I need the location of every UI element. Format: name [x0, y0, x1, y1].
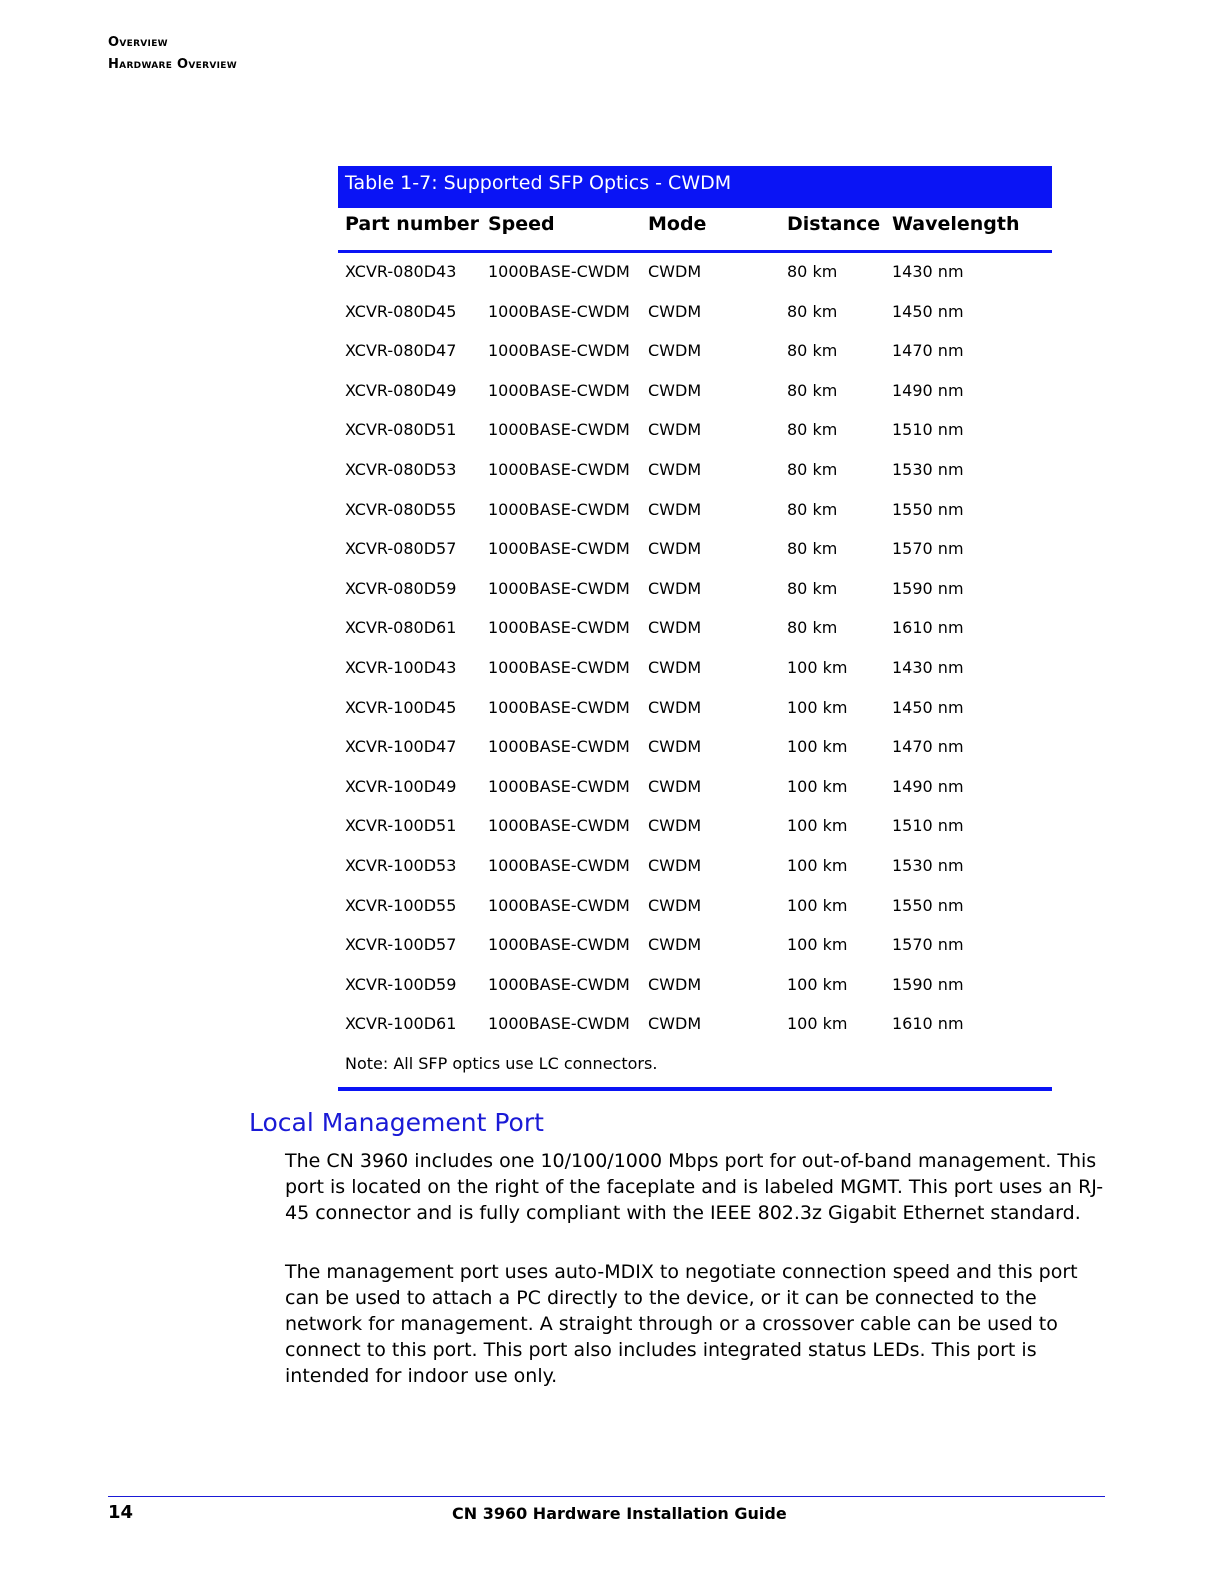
cell-mode: CWDM — [648, 855, 702, 875]
cell-wavelength: 1430 nm — [892, 657, 964, 677]
table-row — [338, 451, 1052, 491]
cell-wavelength: 1450 nm — [892, 301, 964, 321]
page-number: 14 — [108, 1502, 134, 1523]
cell-speed: 1000BASE-CWDM — [488, 1014, 630, 1034]
cell-mode: CWDM — [648, 657, 702, 677]
cell-speed: 1000BASE-CWDM — [488, 737, 630, 757]
cell-wavelength: 1490 nm — [892, 380, 964, 400]
cell-mode: CWDM — [648, 935, 702, 955]
table-row — [338, 609, 1052, 649]
footer-divider — [108, 1496, 1105, 1497]
cell-distance: 100 km — [787, 1014, 848, 1034]
table-title: Table 1-7: Supported SFP Optics - CWDM — [338, 166, 1052, 208]
cell-speed: 1000BASE-CWDM — [488, 776, 630, 796]
cell-wavelength: 1590 nm — [892, 974, 964, 994]
cell-distance: 80 km — [787, 380, 838, 400]
table-bottom-divider — [338, 1087, 1052, 1091]
cell-speed: 1000BASE-CWDM — [488, 578, 630, 598]
table-header-row — [338, 208, 1052, 250]
cell-mode: CWDM — [648, 697, 702, 717]
cell-part-number: XCVR-100D49 — [345, 776, 457, 796]
cell-part-number: XCVR-080D49 — [345, 380, 457, 400]
table-row — [338, 689, 1052, 729]
cell-wavelength: 1490 nm — [892, 776, 964, 796]
cell-distance: 100 km — [787, 737, 848, 757]
cell-distance: 100 km — [787, 935, 848, 955]
table-row — [338, 491, 1052, 531]
cell-wavelength: 1430 nm — [892, 262, 964, 281]
table-row — [338, 570, 1052, 610]
cell-mode: CWDM — [648, 341, 702, 361]
table-row — [338, 332, 1052, 372]
table-row — [338, 372, 1052, 412]
cell-speed: 1000BASE-CWDM — [488, 855, 630, 875]
table-row — [338, 1005, 1052, 1045]
cell-part-number: XCVR-080D57 — [345, 539, 457, 559]
table-row — [338, 411, 1052, 451]
cell-speed: 1000BASE-CWDM — [488, 301, 630, 321]
cell-speed: 1000BASE-CWDM — [488, 420, 630, 440]
table-row — [338, 649, 1052, 689]
cell-distance: 100 km — [787, 974, 848, 994]
column-header-distance: Distance — [787, 213, 881, 235]
cell-wavelength: 1590 nm — [892, 578, 964, 598]
table-row — [338, 847, 1052, 887]
cell-distance: 100 km — [787, 895, 848, 915]
column-header-part-number: Part number — [345, 213, 480, 235]
cell-distance: 80 km — [787, 578, 838, 598]
cell-speed: 1000BASE-CWDM — [488, 657, 630, 677]
cell-wavelength: 1470 nm — [892, 737, 964, 757]
running-head-chapter: Overview — [108, 35, 168, 50]
cell-distance: 100 km — [787, 855, 848, 875]
cell-part-number: XCVR-080D55 — [345, 499, 457, 519]
table-row — [338, 768, 1052, 808]
cell-mode: CWDM — [648, 301, 702, 321]
running-head-section: Hardware Overview — [108, 57, 237, 72]
table-row — [338, 926, 1052, 966]
cell-distance: 80 km — [787, 301, 838, 321]
cell-distance: 80 km — [787, 341, 838, 361]
body-paragraph: The CN 3960 includes one 10/100/1000 Mbps port for out-of-band management. This port is located on the right of the faceplate and is labeled MGMT. This port uses an RJ-45 connector and is fully compliant with the IEEE 802.3z Gigabit Ethernet standard. — [285, 1150, 1104, 1224]
cell-speed: 1000BASE-CWDM — [488, 380, 630, 400]
cell-mode: CWDM — [648, 380, 702, 400]
table-note: Note: All SFP optics use LC connectors. — [345, 1053, 658, 1073]
cell-mode: CWDM — [648, 578, 702, 598]
cell-part-number: XCVR-080D43 — [345, 262, 457, 281]
cell-wavelength: 1610 nm — [892, 618, 964, 638]
cell-wavelength: 1510 nm — [892, 816, 964, 836]
body-paragraph: The management port uses auto-MDIX to negotiate connection speed and this port can be used to attach a PC directly to the device, or it can be connected to the network for management. A straight through or a crossover cable can be used to connect to this port. This port also includes integrated status LEDs. This port is intended for indoor use only. — [285, 1261, 1078, 1387]
running-head — [108, 32, 237, 76]
cell-speed: 1000BASE-CWDM — [488, 974, 630, 994]
cell-wavelength: 1570 nm — [892, 935, 964, 955]
footer-title: CN 3960 Hardware Installation Guide — [452, 1504, 787, 1523]
cell-speed: 1000BASE-CWDM — [488, 459, 630, 479]
cell-mode: CWDM — [648, 262, 702, 281]
cell-speed: 1000BASE-CWDM — [488, 697, 630, 717]
cell-wavelength: 1530 nm — [892, 459, 964, 479]
sfp-optics-table — [338, 166, 1052, 1091]
cell-part-number: XCVR-100D55 — [345, 895, 457, 915]
column-header-mode: Mode — [648, 213, 707, 235]
cell-wavelength: 1530 nm — [892, 855, 964, 875]
cell-mode: CWDM — [648, 459, 702, 479]
cell-speed: 1000BASE-CWDM — [488, 618, 630, 638]
cell-speed: 1000BASE-CWDM — [488, 816, 630, 836]
cell-part-number: XCVR-100D53 — [345, 855, 457, 875]
cell-wavelength: 1570 nm — [892, 539, 964, 559]
column-header-speed: Speed — [488, 213, 555, 235]
cell-part-number: XCVR-080D53 — [345, 459, 457, 479]
table-body — [338, 253, 1052, 1045]
cell-part-number: XCVR-100D43 — [345, 657, 457, 677]
cell-wavelength: 1610 nm — [892, 1014, 964, 1034]
cell-speed: 1000BASE-CWDM — [488, 262, 630, 281]
cell-mode: CWDM — [648, 895, 702, 915]
cell-distance: 80 km — [787, 459, 838, 479]
cell-mode: CWDM — [648, 1014, 702, 1034]
cell-part-number: XCVR-100D57 — [345, 935, 457, 955]
cell-wavelength: 1450 nm — [892, 697, 964, 717]
cell-distance: 80 km — [787, 262, 838, 281]
table-row — [338, 807, 1052, 847]
cell-wavelength: 1550 nm — [892, 895, 964, 915]
cell-speed: 1000BASE-CWDM — [488, 895, 630, 915]
table-row — [338, 530, 1052, 570]
cell-wavelength: 1510 nm — [892, 420, 964, 440]
cell-part-number: XCVR-100D47 — [345, 737, 457, 757]
cell-part-number: XCVR-100D45 — [345, 697, 457, 717]
cell-distance: 80 km — [787, 618, 838, 638]
cell-part-number: XCVR-100D61 — [345, 1014, 457, 1034]
cell-part-number: XCVR-080D47 — [345, 341, 457, 361]
cell-speed: 1000BASE-CWDM — [488, 341, 630, 361]
cell-mode: CWDM — [648, 974, 702, 994]
cell-distance: 100 km — [787, 657, 848, 677]
column-header-wavelength: Wavelength — [892, 213, 1020, 235]
cell-mode: CWDM — [648, 776, 702, 796]
cell-part-number: XCVR-100D51 — [345, 816, 457, 836]
cell-wavelength: 1550 nm — [892, 499, 964, 519]
cell-mode: CWDM — [648, 737, 702, 757]
cell-part-number: XCVR-080D51 — [345, 420, 457, 440]
table-row — [338, 887, 1052, 927]
cell-part-number: XCVR-080D45 — [345, 301, 457, 321]
table-row — [338, 293, 1052, 333]
cell-mode: CWDM — [648, 618, 702, 638]
cell-part-number: XCVR-080D61 — [345, 618, 457, 638]
cell-distance: 80 km — [787, 539, 838, 559]
cell-speed: 1000BASE-CWDM — [488, 539, 630, 559]
cell-mode: CWDM — [648, 539, 702, 559]
cell-part-number: XCVR-100D59 — [345, 974, 457, 994]
cell-distance: 80 km — [787, 420, 838, 440]
table-row — [338, 966, 1052, 1006]
table-row — [338, 728, 1052, 768]
cell-wavelength: 1470 nm — [892, 341, 964, 361]
table-row — [338, 253, 1052, 293]
section-heading: Local Management Port — [249, 1108, 544, 1137]
cell-mode: CWDM — [648, 816, 702, 836]
cell-speed: 1000BASE-CWDM — [488, 935, 630, 955]
cell-distance: 80 km — [787, 499, 838, 519]
cell-distance: 100 km — [787, 697, 848, 717]
cell-distance: 100 km — [787, 776, 848, 796]
cell-speed: 1000BASE-CWDM — [488, 499, 630, 519]
cell-part-number: XCVR-080D59 — [345, 578, 457, 598]
cell-mode: CWDM — [648, 499, 702, 519]
cell-mode: CWDM — [648, 420, 702, 440]
cell-distance: 100 km — [787, 816, 848, 836]
